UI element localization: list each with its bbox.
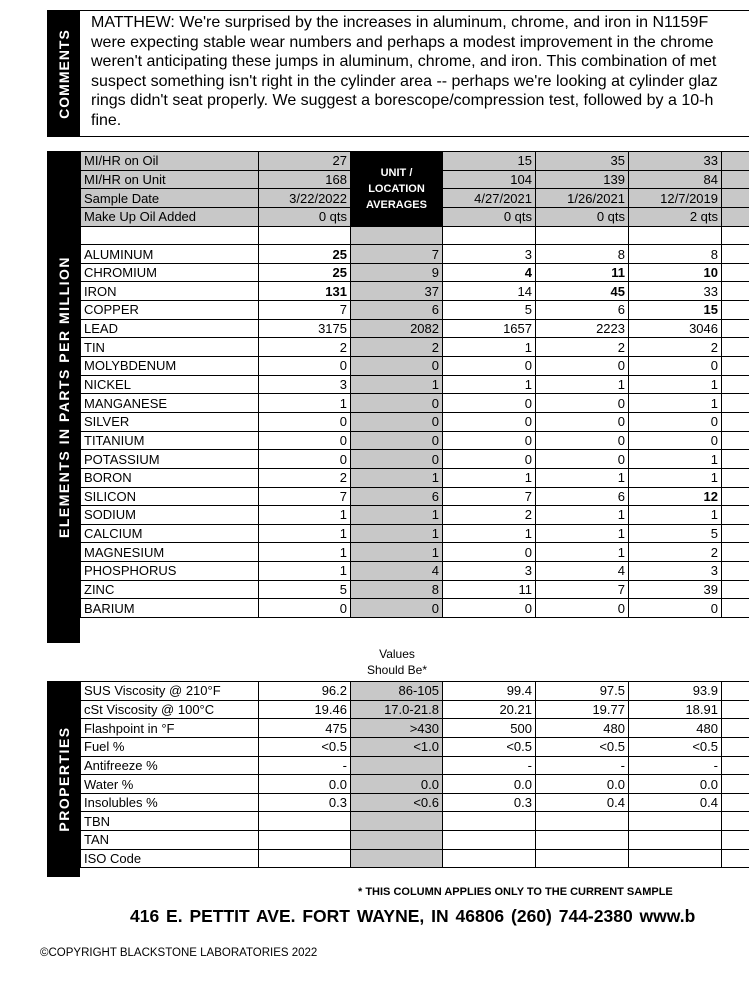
element-name: COPPER <box>81 301 259 320</box>
sample-value: 6 <box>536 487 629 506</box>
expected-value <box>351 831 443 850</box>
property-name: Antifreeze % <box>81 756 259 775</box>
extra-column-cell <box>722 849 749 868</box>
element-name: BORON <box>81 468 259 487</box>
element-row <box>81 357 749 376</box>
element-name: POTASSIUM <box>81 450 259 469</box>
sample-value: 0 <box>443 357 536 376</box>
extra-column-cell <box>722 580 749 599</box>
current-value: 131 <box>259 282 351 301</box>
copyright: ©COPYRIGHT BLACKSTONE LABORATORIES 2022 <box>40 947 318 959</box>
sample-value: 4 <box>443 263 536 282</box>
extra-column-cell <box>722 682 749 701</box>
property-name: Fuel % <box>81 737 259 756</box>
current-value: 19.46 <box>259 700 351 719</box>
current-value: 96.2 <box>259 682 351 701</box>
average-value: 0 <box>351 431 443 450</box>
element-name: PHOSPHORUS <box>81 562 259 581</box>
comment-line: fine. <box>91 111 122 129</box>
sample-value: 4/27/2021 <box>443 189 536 208</box>
average-value: 0 <box>351 394 443 413</box>
expected-value <box>351 849 443 868</box>
extra-column-cell <box>722 152 749 171</box>
extra-column-cell <box>722 301 749 320</box>
current-value: 3 <box>259 375 351 394</box>
sample-value: 93.9 <box>629 682 722 701</box>
property-name: ISO Code <box>81 849 259 868</box>
sample-value: 1 <box>629 468 722 487</box>
sample-value: <0.5 <box>629 737 722 756</box>
sample-value: 0.0 <box>629 775 722 794</box>
property-row <box>81 700 749 719</box>
sample-value: 11 <box>443 580 536 599</box>
sample-value: 5 <box>443 301 536 320</box>
unit-averages-header <box>351 152 443 227</box>
element-row <box>81 524 749 543</box>
sample-value: 0 qts <box>443 207 536 226</box>
sample-value <box>443 831 536 850</box>
comment-line: suspect something isn't right in the cylinder area -- perhaps we're looking at cylinder glaz <box>91 72 718 90</box>
sample-value: 1 <box>443 338 536 357</box>
current-value <box>259 812 351 831</box>
comments-box <box>80 10 749 137</box>
spacer-cell <box>351 226 443 245</box>
properties-side-label: PROPERTIES <box>47 681 80 877</box>
sample-value: 1 <box>443 524 536 543</box>
current-value: 7 <box>259 487 351 506</box>
element-name: NICKEL <box>81 375 259 394</box>
current-value: 5 <box>259 580 351 599</box>
current-value: 1 <box>259 506 351 525</box>
sample-value: 1 <box>536 506 629 525</box>
expected-value: 86-105 <box>351 682 443 701</box>
sample-value: 104 <box>443 170 536 189</box>
sample-value: <0.5 <box>536 737 629 756</box>
sample-value: 0.0 <box>443 775 536 794</box>
sample-value: 1/26/2021 <box>536 189 629 208</box>
sample-value: 15 <box>629 301 722 320</box>
element-row <box>81 282 749 301</box>
extra-column-cell <box>722 412 749 431</box>
average-value: 9 <box>351 263 443 282</box>
expected-value <box>351 812 443 831</box>
sample-value: 3 <box>443 245 536 264</box>
sample-value: 0 <box>536 431 629 450</box>
sample-value: - <box>536 756 629 775</box>
property-name: SUS Viscosity @ 210°F <box>81 682 259 701</box>
average-value: 2082 <box>351 319 443 338</box>
properties-table <box>80 681 749 868</box>
element-row <box>81 301 749 320</box>
sample-value: 500 <box>443 719 536 738</box>
current-value: 25 <box>259 263 351 282</box>
extra-column-cell <box>722 357 749 376</box>
sample-value: 0 <box>536 450 629 469</box>
current-value: 1 <box>259 543 351 562</box>
sample-value: 0 <box>536 357 629 376</box>
property-name: Water % <box>81 775 259 794</box>
unit-averages-line: AVERAGES <box>366 198 427 211</box>
extra-column-cell <box>722 737 749 756</box>
unit-averages-line: LOCATION <box>368 182 425 195</box>
sample-value <box>443 849 536 868</box>
element-row <box>81 319 749 338</box>
sample-value: 0 <box>536 412 629 431</box>
sample-value: 0.4 <box>536 793 629 812</box>
extra-column-cell <box>722 189 749 208</box>
average-value: 37 <box>351 282 443 301</box>
property-name: TBN <box>81 812 259 831</box>
sample-value: 35 <box>536 152 629 171</box>
property-row <box>81 812 749 831</box>
spacer-row <box>81 226 749 245</box>
sample-value: 0 <box>443 394 536 413</box>
sample-value: 12/7/2019 <box>629 189 722 208</box>
spacer-cell <box>443 226 536 245</box>
sample-value: 1 <box>629 375 722 394</box>
sample-value: 33 <box>629 282 722 301</box>
expected-value: 0.0 <box>351 775 443 794</box>
element-name: LEAD <box>81 319 259 338</box>
row-label: MI/HR on Unit <box>81 170 259 189</box>
element-name: IRON <box>81 282 259 301</box>
expected-value <box>351 756 443 775</box>
extra-column-cell <box>722 562 749 581</box>
current-value: 0 <box>259 412 351 431</box>
sample-value: 1 <box>536 524 629 543</box>
extra-column-cell <box>722 263 749 282</box>
unit-averages-line: UNIT / <box>380 166 413 179</box>
average-value: 8 <box>351 580 443 599</box>
sample-value: 2 <box>629 338 722 357</box>
comment-line: MATTHEW: We're surprised by the increases in aluminum, chrome, and iron in N1159F <box>91 14 709 31</box>
sample-value: 0 <box>443 412 536 431</box>
extra-column-cell <box>722 487 749 506</box>
sample-value: 99.4 <box>443 682 536 701</box>
sample-value: 1 <box>443 375 536 394</box>
sample-value: 480 <box>536 719 629 738</box>
element-name: MAGNESIUM <box>81 543 259 562</box>
sample-value: 1 <box>629 450 722 469</box>
sample-value: 1 <box>536 375 629 394</box>
current-value: 25 <box>259 245 351 264</box>
extra-column-cell <box>722 468 749 487</box>
current-value: 2 <box>259 338 351 357</box>
element-row <box>81 263 749 282</box>
sample-value: 97.5 <box>536 682 629 701</box>
extra-column-cell <box>722 170 749 189</box>
spacer-cell <box>536 226 629 245</box>
current-value: 0 <box>259 450 351 469</box>
sample-value: <0.5 <box>443 737 536 756</box>
average-value: 0 <box>351 599 443 618</box>
expected-value: <1.0 <box>351 737 443 756</box>
current-value: 3175 <box>259 319 351 338</box>
element-row <box>81 431 749 450</box>
property-row <box>81 737 749 756</box>
average-value: 7 <box>351 245 443 264</box>
property-name: Insolubles % <box>81 793 259 812</box>
extra-column-cell <box>722 831 749 850</box>
extra-column-cell <box>722 282 749 301</box>
sample-value: 2 qts <box>629 207 722 226</box>
sample-value: 6 <box>536 301 629 320</box>
element-name: MANGANESE <box>81 394 259 413</box>
expected-value: <0.6 <box>351 793 443 812</box>
element-name: ZINC <box>81 580 259 599</box>
extra-column-cell <box>722 245 749 264</box>
property-row <box>81 756 749 775</box>
extra-column-cell <box>722 543 749 562</box>
expected-value: >430 <box>351 719 443 738</box>
property-row <box>81 831 749 850</box>
element-name: SILVER <box>81 412 259 431</box>
sample-value: 45 <box>536 282 629 301</box>
sample-value: 0 <box>443 543 536 562</box>
element-row <box>81 338 749 357</box>
row-label: Make Up Oil Added <box>81 207 259 226</box>
current-value: 2 <box>259 468 351 487</box>
current-value: 0 qts <box>259 207 351 226</box>
current-value: 0 <box>259 599 351 618</box>
current-value: 168 <box>259 170 351 189</box>
sample-value: 0 <box>443 599 536 618</box>
sample-value: 0 <box>629 599 722 618</box>
sample-value: 10 <box>629 263 722 282</box>
sample-value: 5 <box>629 524 722 543</box>
sample-value: 84 <box>629 170 722 189</box>
comment-line: weren't anticipating these jumps in aluminum, chrome, and iron. This combination of met <box>91 53 717 70</box>
property-row <box>81 849 749 868</box>
sample-value: 8 <box>536 245 629 264</box>
current-value: <0.5 <box>259 737 351 756</box>
sample-value: 7 <box>443 487 536 506</box>
sample-value <box>629 812 722 831</box>
extra-column-cell <box>722 700 749 719</box>
extra-column-cell <box>722 394 749 413</box>
header-row <box>81 152 749 171</box>
current-value: 0.0 <box>259 775 351 794</box>
element-row <box>81 487 749 506</box>
sample-value: 3046 <box>629 319 722 338</box>
element-name: SILICON <box>81 487 259 506</box>
average-value: 6 <box>351 301 443 320</box>
spacer-cell <box>722 226 749 245</box>
sample-value: 0 <box>536 394 629 413</box>
extra-column-cell <box>722 812 749 831</box>
average-value: 4 <box>351 562 443 581</box>
sample-value: 3 <box>443 562 536 581</box>
element-row <box>81 412 749 431</box>
extra-column-cell <box>722 338 749 357</box>
extra-column-cell <box>722 756 749 775</box>
current-value: 0 <box>259 431 351 450</box>
sample-value: 0 <box>443 450 536 469</box>
element-name: SODIUM <box>81 506 259 525</box>
property-row <box>81 793 749 812</box>
average-value: 1 <box>351 506 443 525</box>
spacer-cell <box>629 226 722 245</box>
sample-value: 39 <box>629 580 722 599</box>
current-value: 1 <box>259 562 351 581</box>
element-row <box>81 562 749 581</box>
sample-value: 3 <box>629 562 722 581</box>
sample-value: 2 <box>629 543 722 562</box>
sample-value: 0 <box>536 599 629 618</box>
footnote: * THIS COLUMN APPLIES ONLY TO THE CURRENT SAMPLE <box>358 886 673 898</box>
extra-column-cell <box>722 319 749 338</box>
average-value: 1 <box>351 524 443 543</box>
sample-value: 0 <box>629 412 722 431</box>
element-name: TITANIUM <box>81 431 259 450</box>
sample-value: 8 <box>629 245 722 264</box>
current-value <box>259 831 351 850</box>
average-value: 2 <box>351 338 443 357</box>
property-row <box>81 775 749 794</box>
sample-value: 1 <box>629 394 722 413</box>
element-name: CHROMIUM <box>81 263 259 282</box>
sample-value: 1 <box>536 468 629 487</box>
element-row <box>81 245 749 264</box>
extra-column-cell <box>722 207 749 226</box>
sample-value: - <box>443 756 536 775</box>
sample-value <box>629 831 722 850</box>
sample-value: 0 qts <box>536 207 629 226</box>
element-row <box>81 468 749 487</box>
sample-value: 0 <box>443 431 536 450</box>
sample-value <box>536 831 629 850</box>
average-value: 1 <box>351 468 443 487</box>
element-name: CALCIUM <box>81 524 259 543</box>
property-row <box>81 682 749 701</box>
element-name: MOLYBDENUM <box>81 357 259 376</box>
extra-column-cell <box>722 506 749 525</box>
sample-value: 480 <box>629 719 722 738</box>
sample-value <box>536 812 629 831</box>
current-value: 0 <box>259 357 351 376</box>
average-value: 0 <box>351 357 443 376</box>
element-row <box>81 450 749 469</box>
average-value: 0 <box>351 450 443 469</box>
current-value: - <box>259 756 351 775</box>
comments-text <box>91 13 749 130</box>
sample-value: 1 <box>629 506 722 525</box>
element-row <box>81 394 749 413</box>
element-name: TIN <box>81 338 259 357</box>
sample-value: 0 <box>629 431 722 450</box>
row-label: MI/HR on Oil <box>81 152 259 171</box>
property-name: TAN <box>81 831 259 850</box>
sample-value: 2223 <box>536 319 629 338</box>
sample-value: 12 <box>629 487 722 506</box>
extra-column-cell <box>722 524 749 543</box>
extra-column-cell <box>722 450 749 469</box>
element-row <box>81 543 749 562</box>
sample-value: 33 <box>629 152 722 171</box>
sample-value: 11 <box>536 263 629 282</box>
sample-value: 7 <box>536 580 629 599</box>
sample-value: 19.77 <box>536 700 629 719</box>
sample-value: 0.3 <box>443 793 536 812</box>
sample-value: 2 <box>536 338 629 357</box>
elements-table <box>80 151 749 618</box>
extra-column-cell <box>722 793 749 812</box>
extra-column-cell <box>722 431 749 450</box>
property-name: cSt Viscosity @ 100°C <box>81 700 259 719</box>
elements-side-label: ELEMENTS IN PARTS PER MILLION <box>47 151 80 643</box>
sample-value: 1 <box>536 543 629 562</box>
sample-value: 139 <box>536 170 629 189</box>
lab-address: 416 E. PETTIT AVE. FORT WAYNE, IN 46806 (260) 744-2380 www.b <box>130 906 696 926</box>
sample-value <box>629 849 722 868</box>
sample-value: 0.0 <box>536 775 629 794</box>
sample-value: - <box>629 756 722 775</box>
sample-value: 1 <box>443 468 536 487</box>
current-value: 3/22/2022 <box>259 189 351 208</box>
spacer-cell <box>259 226 351 245</box>
current-value <box>259 849 351 868</box>
spacer-cell <box>81 226 259 245</box>
current-value: 0.3 <box>259 793 351 812</box>
sample-value: 1657 <box>443 319 536 338</box>
element-row <box>81 375 749 394</box>
current-value: 475 <box>259 719 351 738</box>
sample-value: 2 <box>443 506 536 525</box>
values-should-be-label: Values Should Be* <box>366 647 428 677</box>
average-value: 1 <box>351 375 443 394</box>
current-value: 1 <box>259 524 351 543</box>
sample-value: 4 <box>536 562 629 581</box>
extra-column-cell <box>722 599 749 618</box>
extra-column-cell <box>722 719 749 738</box>
current-value: 27 <box>259 152 351 171</box>
element-row <box>81 580 749 599</box>
extra-column-cell <box>722 375 749 394</box>
property-name: Flashpoint in °F <box>81 719 259 738</box>
row-label: Sample Date <box>81 189 259 208</box>
sample-value <box>536 849 629 868</box>
average-value: 0 <box>351 412 443 431</box>
comment-line: rings didn't seat properly. We suggest a borescope/compression test, followed by a 10-h <box>91 92 714 109</box>
current-value: 1 <box>259 394 351 413</box>
element-row <box>81 599 749 618</box>
sample-value: 15 <box>443 152 536 171</box>
sample-value: 18.91 <box>629 700 722 719</box>
sample-value: 14 <box>443 282 536 301</box>
comment-line: were expecting stable wear numbers and perhaps a modest improvement in the chrome <box>91 33 714 51</box>
extra-column-cell <box>722 775 749 794</box>
element-name: BARIUM <box>81 599 259 618</box>
element-name: ALUMINUM <box>81 245 259 264</box>
current-value: 7 <box>259 301 351 320</box>
average-value: 6 <box>351 487 443 506</box>
average-value: 1 <box>351 543 443 562</box>
sample-value <box>443 812 536 831</box>
element-row <box>81 506 749 525</box>
sample-value: 0.4 <box>629 793 722 812</box>
sample-value: 20.21 <box>443 700 536 719</box>
sample-value: 0 <box>629 357 722 376</box>
expected-value: 17.0-21.8 <box>351 700 443 719</box>
property-row <box>81 719 749 738</box>
comments-label: COMMENTS <box>47 10 80 137</box>
